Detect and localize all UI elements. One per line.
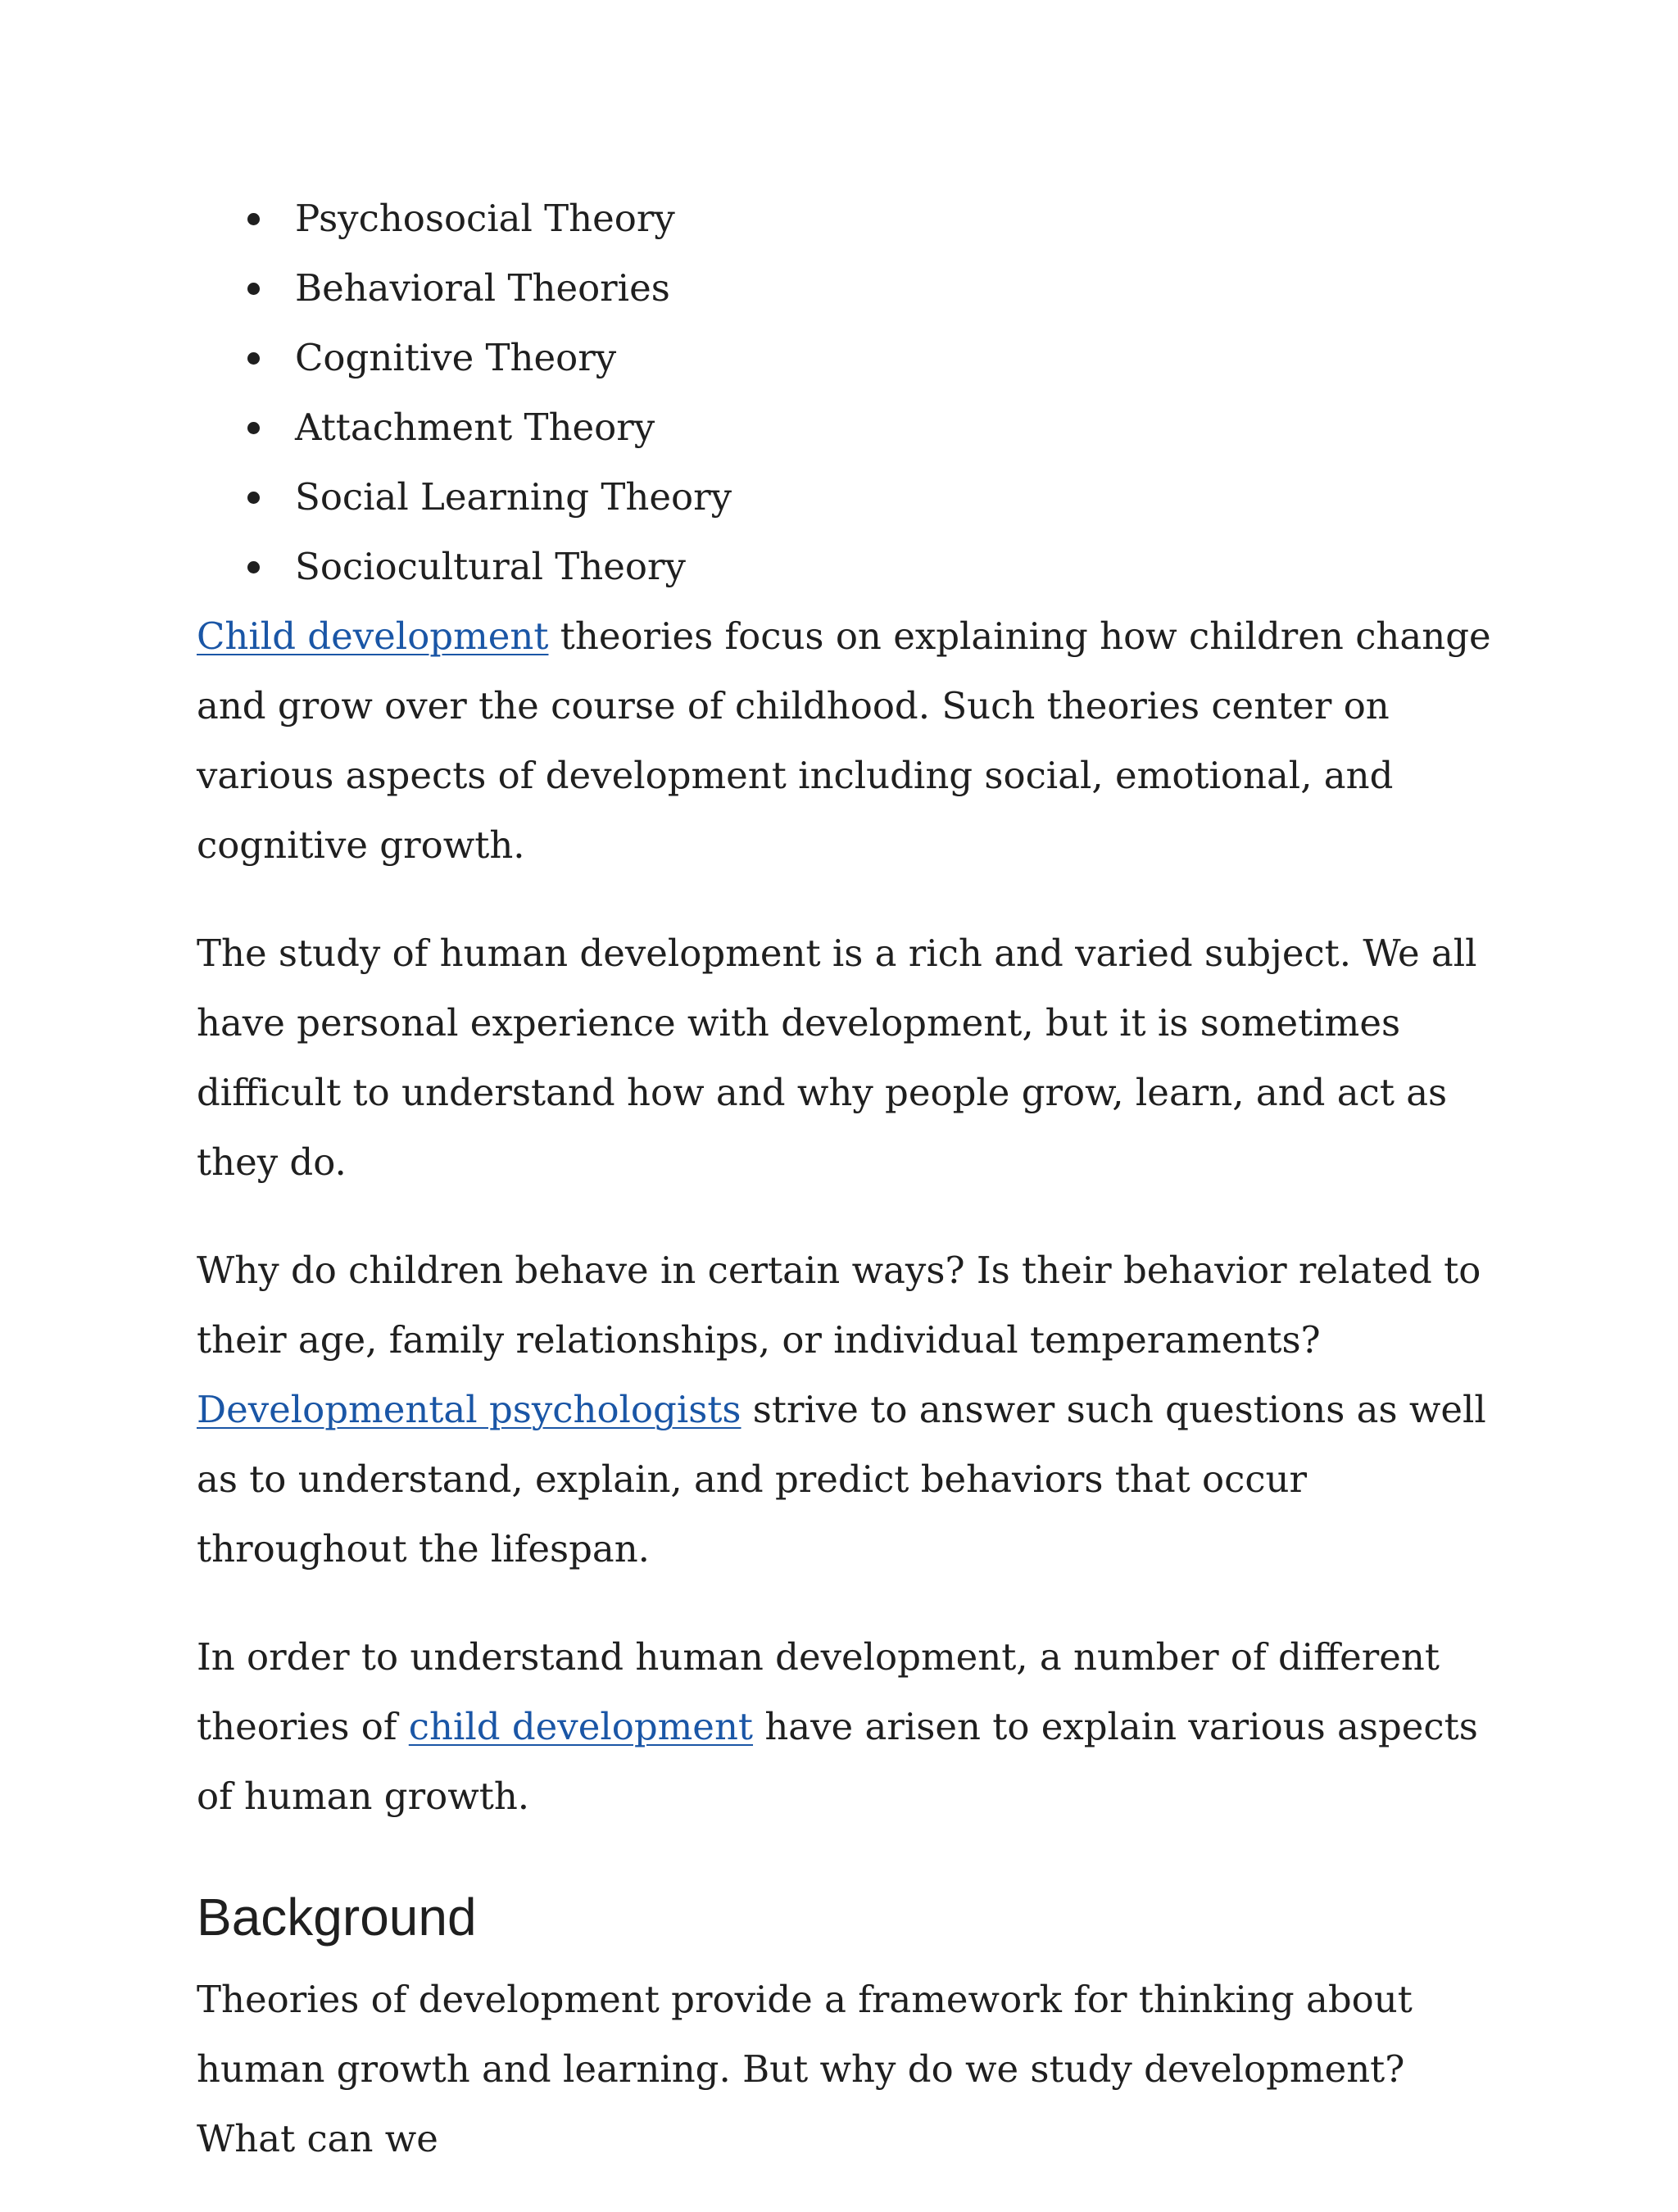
list-item-text: Behavioral Theories — [295, 266, 670, 310]
list-item — [197, 253, 1491, 323]
background-paragraph — [197, 1965, 1491, 2173]
bullet-icon — [247, 352, 260, 365]
background-heading: Background — [197, 1888, 477, 1947]
child-development-inline-link[interactable]: child development — [408, 1705, 754, 1748]
list-item-text: Attachment Theory — [295, 406, 655, 449]
document-page — [197, 184, 1491, 2212]
bullet-icon — [247, 283, 260, 295]
child-development-link[interactable]: Child development — [197, 614, 549, 658]
bullet-icon — [247, 422, 260, 434]
paragraph-text: Theories of development provide a framework for thinking about human growth and learning. But why do we study development? What can we — [197, 1978, 1413, 2160]
developmental-psychologists-link[interactable]: Developmental psychologists — [197, 1388, 741, 1431]
list-item — [197, 392, 1491, 462]
list-item-text: Social Learning Theory — [295, 475, 732, 519]
bullet-icon — [247, 213, 260, 225]
paragraph-text: In order to understand human development, a number of different theories of — [197, 1635, 1440, 1748]
behavior-paragraph — [197, 1235, 1491, 1584]
list-item — [197, 462, 1491, 532]
bullet-icon — [247, 561, 260, 573]
theories-list — [197, 184, 1491, 601]
list-item-text: Psychosocial Theory — [295, 197, 675, 240]
paragraph-text: strive to answer such questions as well as to understand, explain, and predict behaviors that occur throughout the lifespan. — [197, 1388, 1486, 1571]
list-item-text: Sociocultural Theory — [295, 545, 686, 588]
bullet-icon — [247, 492, 260, 504]
intro-paragraph — [197, 601, 1491, 880]
understanding-paragraph — [197, 1622, 1491, 1831]
paragraph-text: The study of human development is a rich and varied subject. We all have personal experience with development, but it is sometimes difficult to understand how and why people grow, learn, and act as they do. — [197, 931, 1477, 1184]
list-item — [197, 184, 1491, 253]
paragraph-text: Why do children behave in certain ways? Is their behavior related to their age, family relationships, or individual temperaments? — [197, 1249, 1481, 1362]
study-paragraph — [197, 918, 1491, 1197]
paragraph-text: have arisen to explain various aspects of human growth. — [197, 1705, 1478, 1818]
list-item — [197, 532, 1491, 601]
list-item — [197, 323, 1491, 392]
paragraph-text: theories focus on explaining how children change and grow over the course of childhood. Such theories center on various aspects of development including social, emotional, and cognitive growth. — [197, 614, 1491, 867]
list-item-text: Cognitive Theory — [295, 336, 617, 379]
